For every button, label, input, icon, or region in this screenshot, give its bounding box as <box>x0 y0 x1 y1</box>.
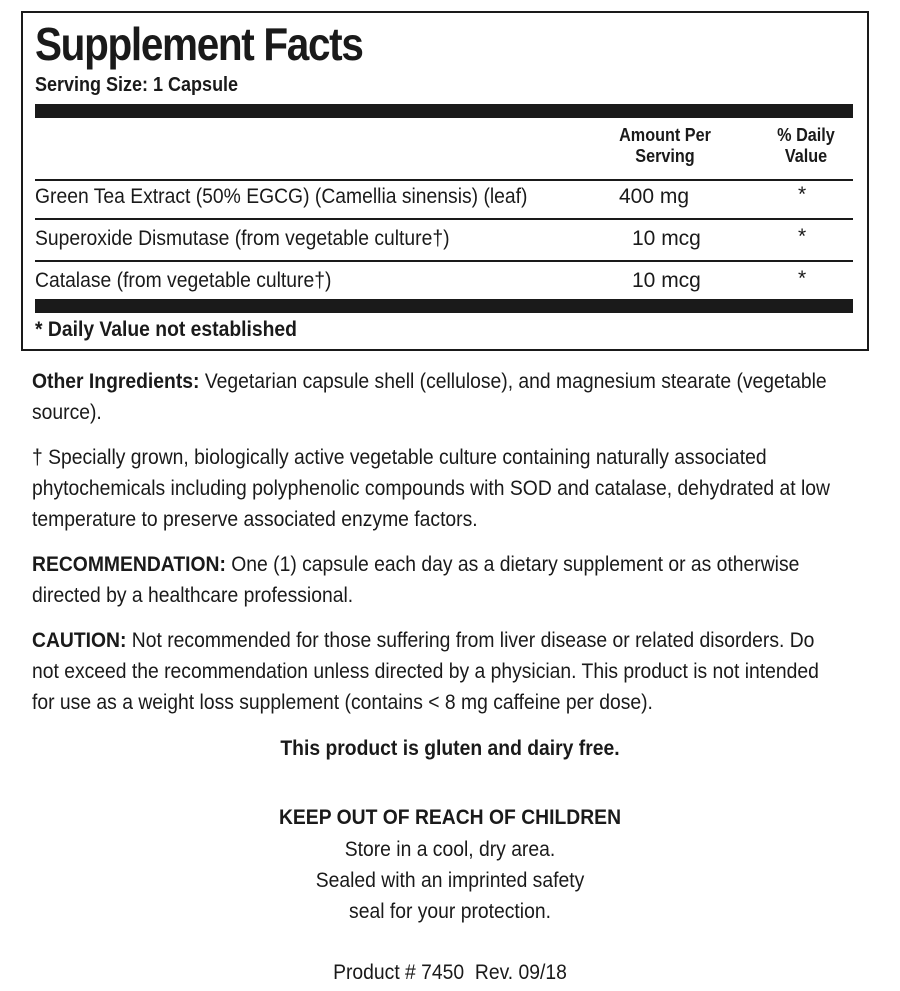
caution-label: CAUTION: <box>32 629 127 652</box>
product-number: Product # 7450 Rev. 09/18 <box>333 961 567 984</box>
amount-header-line1: Amount Per <box>619 125 711 145</box>
serving-size: Serving Size: 1 Capsule <box>35 74 239 96</box>
gluten-dairy-free-statement: This product is gluten and dairy free. <box>280 737 620 760</box>
other-ingredients <box>32 366 842 428</box>
ingredient-dv: * <box>798 183 807 206</box>
ingredient-amount: 10 mcg <box>632 269 701 292</box>
ingredient-name: Green Tea Extract (50% EGCG) (Camellia sinensis) (leaf) <box>35 185 528 208</box>
ingredient-dv: * <box>798 267 807 290</box>
ingredient-amount: 400 mg <box>619 185 690 208</box>
supplement-facts-panel <box>21 11 869 351</box>
recommendation <box>32 549 842 611</box>
ingredient-amount: 10 mcg <box>632 227 701 250</box>
caution <box>32 625 842 718</box>
daily-value-footnote: * Daily Value not established <box>35 318 297 341</box>
storage-line: seal for your protection. <box>349 900 551 923</box>
other-ingredients-label: Other Ingredients: <box>32 370 200 393</box>
row-rule <box>35 218 853 220</box>
dv-header-line2: Value <box>784 146 828 166</box>
ingredient-dv: * <box>798 225 807 248</box>
facts-title: Supplement Facts <box>35 18 363 70</box>
thick-divider-bottom <box>35 299 853 313</box>
amount-header-line2: Serving <box>635 146 695 166</box>
amount-per-serving-header <box>602 125 728 167</box>
storage-line: Store in a cool, dry area. <box>344 838 556 861</box>
other-ingredients-text: Vegetarian capsule shell (cellulose), and magnesium stearate (vegetable source). <box>32 370 827 424</box>
dv-header-line1: % Daily <box>777 125 835 145</box>
recommendation-label: RECOMMENDATION: <box>32 553 226 576</box>
storage-line: Sealed with an imprinted safety <box>315 869 585 892</box>
daily-value-header <box>757 125 856 167</box>
dagger-note: † Specially grown, biologically active vegetable culture containing naturally associated phytochemicals including polyphenolic compounds with SOD and catalase, dehydrated at low temperature to preserve associated enzyme factors. <box>32 446 830 531</box>
thick-divider-top <box>35 104 853 118</box>
ingredient-name: Superoxide Dismutase (from vegetable culture†) <box>35 227 450 250</box>
caution-text: Not recommended for those suffering from liver disease or related disorders. Do not exceed the recommendation unless directed by a physician. This product is not intended for use as a weight loss supplement (contains < 8 mg caffeine per dose). <box>32 629 819 714</box>
row-rule <box>35 260 853 262</box>
ingredient-name: Catalase (from vegetable culture†) <box>35 269 332 292</box>
recommendation-text: One (1) capsule each day as a dietary supplement or as otherwise directed by a healthcare professional. <box>32 553 800 607</box>
keep-out-of-reach-warning: KEEP OUT OF REACH OF CHILDREN <box>278 806 622 829</box>
header-rule <box>35 179 853 181</box>
